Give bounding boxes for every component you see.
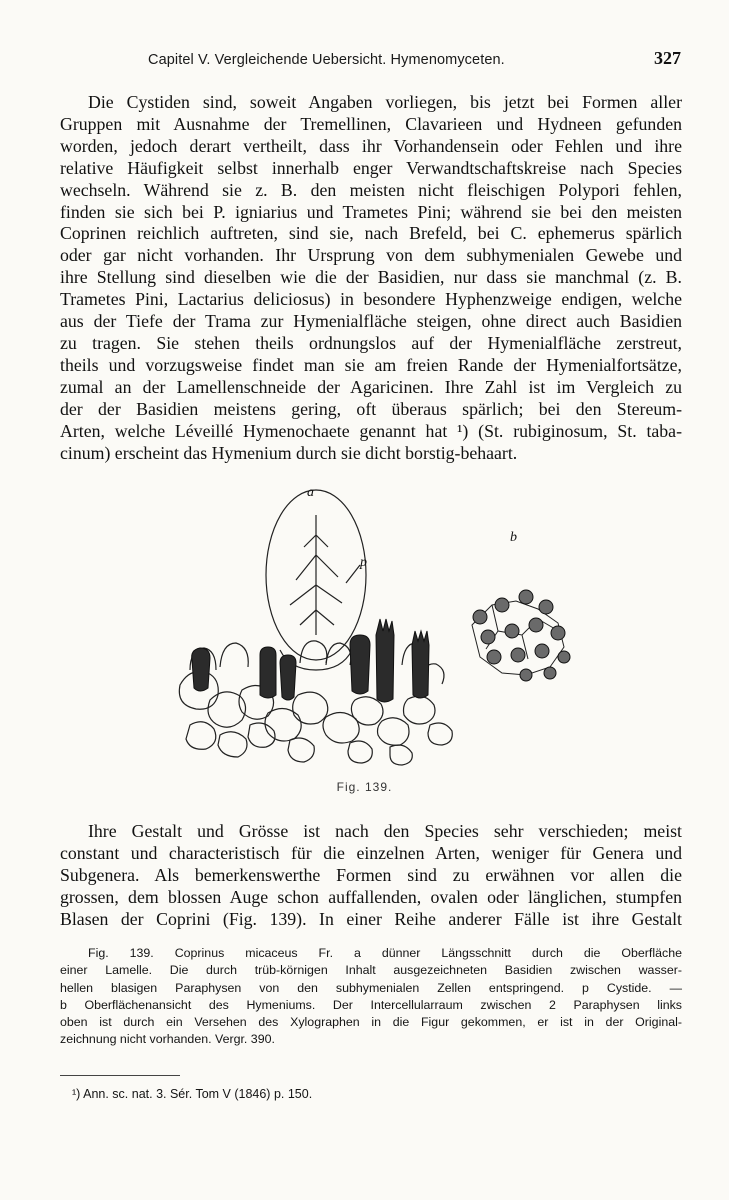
running-header xyxy=(60,48,681,74)
text-line: ihre Stellung sind dieselben wie die der Basidien, nur dass sie manchmal (z. B. xyxy=(60,267,682,288)
caption-line: einer Lamelle. Die durch trüb-körnigen Inhalt ausgezeichneten Basidien zwischen wasser- xyxy=(60,963,682,978)
text-line: der der Basidien meistens gering, oft überaus spärlich; bei den Stereum- xyxy=(60,398,682,419)
text-line: constant und characteristisch für die einzelnen Arten, weniger für Genera und xyxy=(60,842,682,863)
text-line: Gruppen mit Ausnahme der Tremellinen, Clavarieen und Hydneen gefunden xyxy=(60,113,682,134)
text-line: Ihre Gestalt und Grösse ist nach den Species sehr verschieden; meist xyxy=(88,821,682,841)
caption-line: zeichnung nicht vorhanden. Vergr. 390. xyxy=(60,1032,275,1047)
text-line: zu tragen. Sie stehen theils ordnungslos auf der Hymenialfläche zerstreut, xyxy=(60,332,682,353)
caption-line: hellen blasigen Paraphysen von den subhymenialen Zellen entspringend. p Cystide. — xyxy=(60,980,682,995)
figure-label-p: p xyxy=(360,555,367,570)
text-line: wechseln. Während sie z. B. den meisten nicht fleischigen Polypori fehlen, xyxy=(60,179,682,200)
paragraph-cystidia xyxy=(60,92,682,464)
figure-label-a: a xyxy=(307,485,314,500)
text-line: Die Cystiden sind, soweit Angaben vorliegen, bis jetzt bei Formen aller xyxy=(88,92,682,112)
text-line: worden, jedoch derart vertheilt, dass ihr Vorhandensein oder Fehlen und ihre xyxy=(60,135,682,156)
text-line: oder gar nicht vorhanden. Ihr Ursprung von dem subhymenialen Gewebe und xyxy=(60,245,682,266)
text-line: aus der Tiefe der Trama zur Hymenialfläche steigen, ohne direct auch Basidien xyxy=(60,311,682,332)
figure-number: Fig. 139. xyxy=(336,780,393,794)
text-line: finden sie sich bei P. igniarius und Trametes Pini; während sie bei den meisten xyxy=(60,201,682,222)
text-line: zumal an der Lamellenschneide der Agaricinen. Ihre Zahl ist im Vergleich zu xyxy=(60,376,682,397)
text-line: theils und vorzugsweise findet man sie am freien Rande der Hymenialfortsätze, xyxy=(60,354,682,375)
text-line: Subgenera. Als bemerkenswerthe Formen sind zu erwähnen vor allen die xyxy=(60,864,682,885)
figure-139 xyxy=(150,485,590,785)
caption-line: b Oberflächenansicht des Hymeniums. Der Intercellularraum zwischen 2 Paraphysen links xyxy=(60,997,682,1012)
footnote-rule xyxy=(60,1075,180,1076)
figure-caption xyxy=(60,945,682,1049)
footnote: ¹) Ann. sc. nat. 3. Sér. Tom V (1846) p. 150. xyxy=(72,1087,313,1101)
text-line: cinum) erscheint das Hymenium durch sie dicht borstig-behaart. xyxy=(60,442,518,463)
text-line: Trametes Pini, Lactarius deliciosus) in besondere Hyphenzweige endigen, welche xyxy=(60,289,682,310)
paragraph-shape xyxy=(60,821,682,931)
text-line: relative Häufigkeit selbst innerhalb enger Verwandtschaftskreise nach Species xyxy=(60,157,682,178)
text-line: Coprinen reichlich auftreten, sind sie, nach Brefeld, bei C. ephemerus spärlich xyxy=(60,223,682,244)
text-line: Blasen der Coprini (Fig. 139). In einer Reihe anderer Fälle ist ihre Gestalt xyxy=(60,908,682,929)
caption-line: Fig. 139. Coprinus micaceus Fr. a dünner Längsschnitt durch die Oberfläche xyxy=(88,946,682,960)
text-line: grossen, dem blossen Auge schon auffallenden, ovalen oder länglichen, stumpfen xyxy=(60,886,682,907)
text-line: Arten, welche Léveillé Hymenochaete genannt hat ¹) (St. rubiginosum, St. taba- xyxy=(60,420,682,441)
caption-line: oben ist durch ein Versehen des Xylographen in die Figur gekommen, er ist in der Original- xyxy=(60,1015,682,1030)
figure-label-b: b xyxy=(510,530,517,545)
running-title: Capitel V. Vergleichende Uebersicht. Hymenomyceten. xyxy=(148,52,505,68)
hymenium-section-drawing xyxy=(150,485,590,785)
page-number: 327 xyxy=(654,48,681,68)
